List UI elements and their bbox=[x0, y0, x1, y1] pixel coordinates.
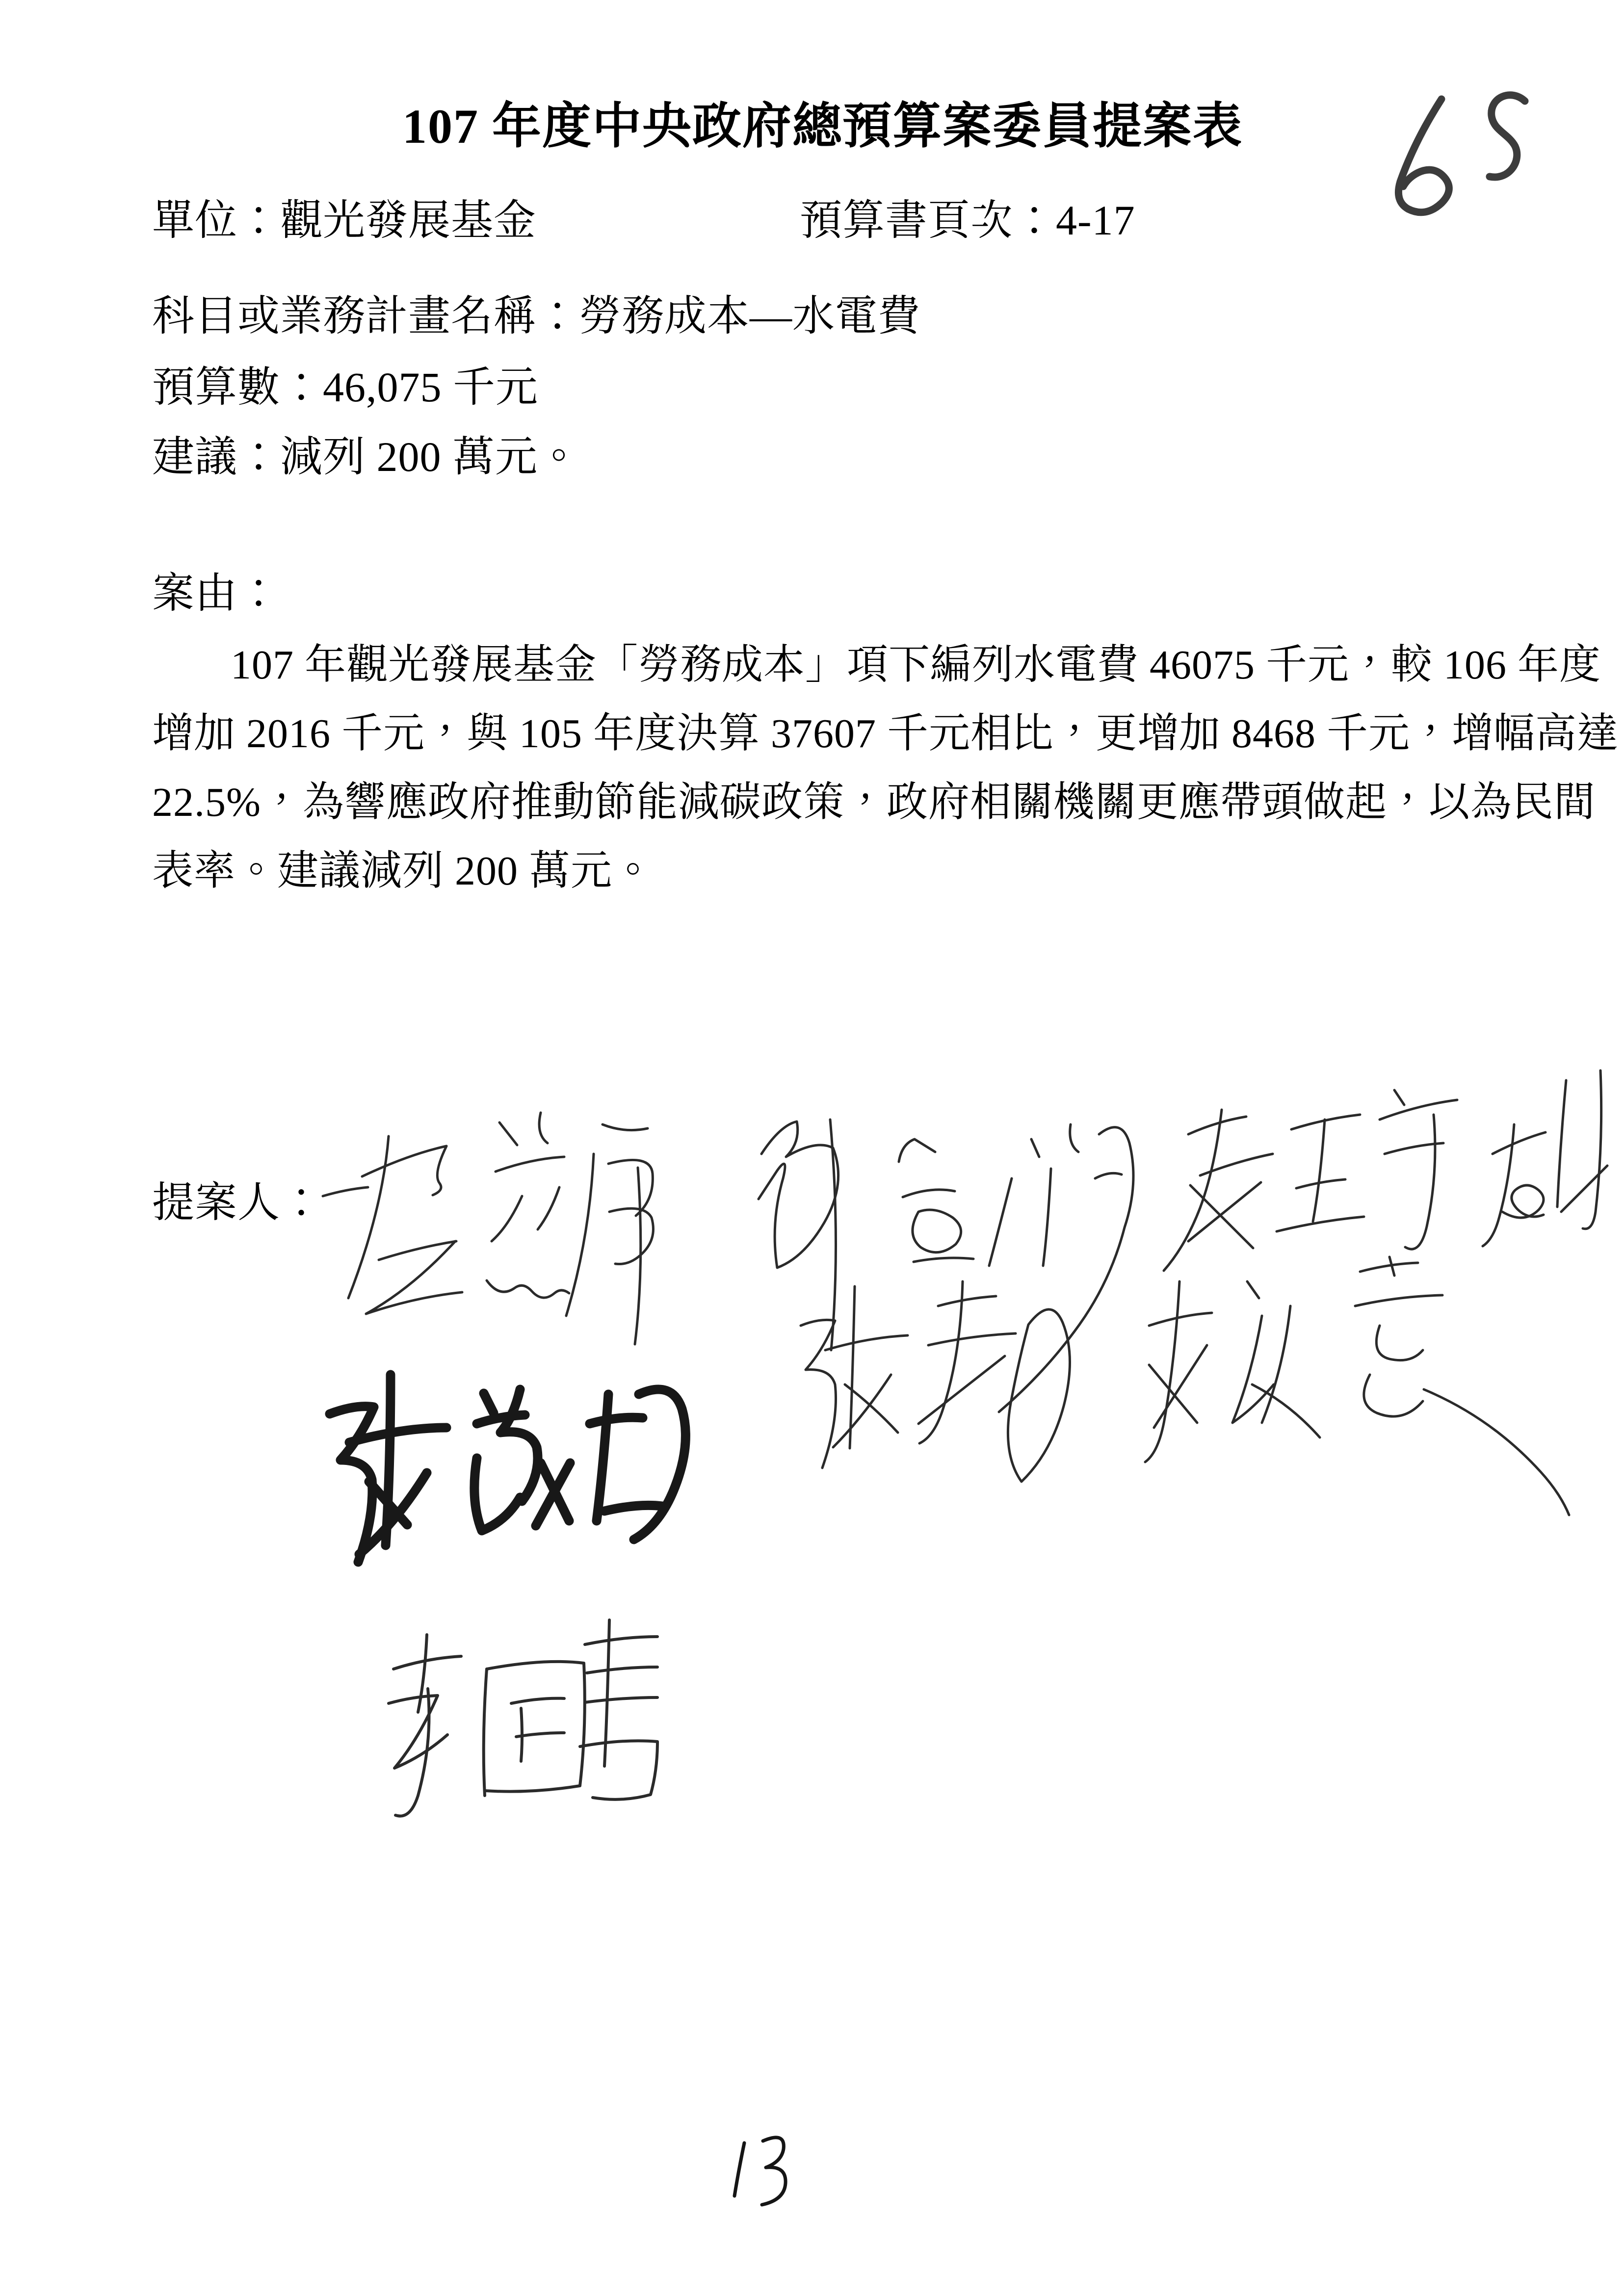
case-line: 增加 2016 千元，與 105 年度決算 37607 千元相比，更增加 8468 千元，增幅高達 bbox=[152, 711, 1619, 757]
field-budget-book-page bbox=[800, 196, 1135, 245]
field-budget-amount-value: 46,075 千元 bbox=[323, 364, 538, 411]
field-budget-book-page-label: 預算書頁次： bbox=[800, 197, 1056, 244]
page-title: 107 年度中央政府總預算案委員提案表 bbox=[402, 99, 1243, 154]
field-budget-book-page-value: 4-17 bbox=[1056, 197, 1135, 244]
signature-chao-cheng-yu bbox=[1164, 1090, 1457, 1271]
signature-unidentified-1 bbox=[1483, 1070, 1607, 1246]
field-subject bbox=[152, 292, 920, 340]
field-unit bbox=[152, 196, 536, 245]
field-unit-label: 單位： bbox=[152, 197, 280, 244]
signature-lin-unclear bbox=[1145, 1257, 1569, 1515]
field-suggestion-value: 減列 200 萬元。 bbox=[280, 433, 580, 480]
field-unit-value: 觀光發展基金 bbox=[280, 197, 536, 244]
signature-block bbox=[265, 1050, 1624, 1884]
case-heading: 案由： bbox=[152, 570, 280, 617]
case-line: 107 年觀光發展基金「勞務成本」項下編列水電費 46075 千元，較 106 年度 bbox=[231, 642, 1601, 688]
signature-chen-ou-po bbox=[330, 1375, 685, 1562]
signature-cheng-pao-ching bbox=[759, 1120, 1133, 1412]
field-subject-label: 科目或業務計畫名稱： bbox=[152, 292, 579, 339]
signature-chen-unclear bbox=[801, 1281, 1070, 1482]
case-line: 表率。建議減列 200 萬元。 bbox=[152, 848, 655, 894]
handwritten-corner-number bbox=[1369, 74, 1536, 221]
field-suggestion-label: 建議： bbox=[152, 433, 280, 480]
proposers-label: 提案人： bbox=[152, 1179, 323, 1226]
signature-huang-kuo-shu bbox=[389, 1620, 657, 1816]
signature-hung-tzu-yung bbox=[323, 1113, 653, 1344]
field-suggestion bbox=[152, 433, 580, 481]
field-budget-amount-label: 預算數： bbox=[152, 364, 323, 411]
field-budget-amount bbox=[152, 363, 538, 412]
field-subject-value: 勞務成本—水電費 bbox=[579, 292, 920, 339]
handwritten-page-number bbox=[714, 2124, 812, 2208]
case-line: 22.5%，為響應政府推動節能減碳政策，政府相關機關更應帶頭做起，以為民間 bbox=[152, 780, 1596, 825]
